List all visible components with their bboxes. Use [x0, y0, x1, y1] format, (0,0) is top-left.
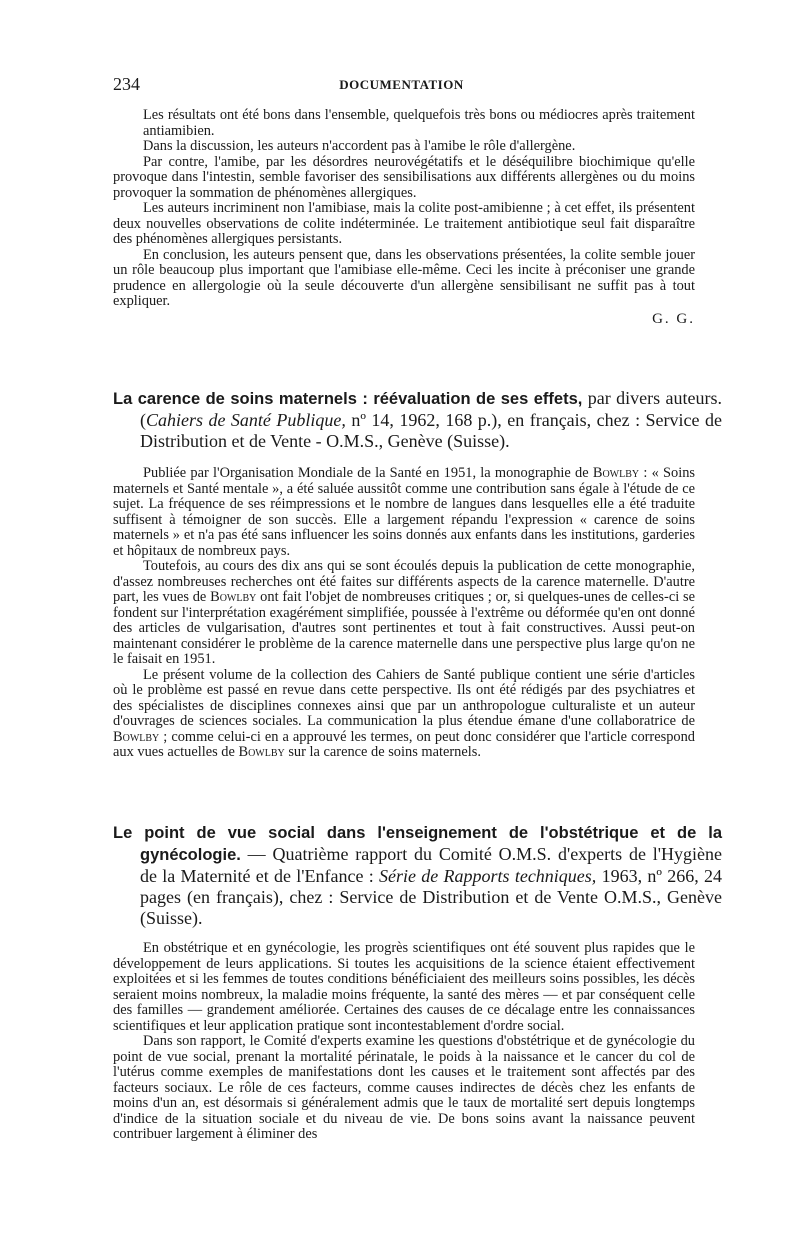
paragraph: En obstétrique et en gynécologie, les progrès scientifiques ont été souvent plus rapides que le développement de leurs applications. Si toutes les acquisitions de la science étaient effectivement exploitées et si les femmes de toutes conditions bénéficiaient des meilleurs soins possibles, les décès seraient moins nombreux, la maladie moins fréquente, la santé des mères — et par conséquent celle des familles — grandement améliorée. Certaines des causes de ce décalage entre les connaissances scientifiques et leur application pratique sont incontestablement d'ordre social. — [113, 940, 695, 1034]
entry-text: par divers auteurs. ( — [140, 388, 722, 430]
entry-title: La carence de soins maternels : réévaluation de ses effets, — [113, 390, 583, 408]
entry-text: nº 14, 1962, 168 p.), en français, chez : Service de Distribution et de Vente - O.M.S., Genève (Suisse). — [140, 410, 722, 451]
paragraph: Par contre, l'amibe, par les désordres neurovégétatifs et le déséquilibre biochimique qu'elle provoque dans l'intestin, semble favoriser des sensibilisations aux différents allergènes ou du moins provoquer la sommation de phénomènes allergiques. — [113, 153, 695, 201]
paragraph — [113, 466, 695, 559]
paragraph: Dans la discussion, les auteurs n'accordent pas à l'amibe le rôle d'allergène. — [143, 138, 576, 154]
paragraph: Les auteurs incriminent non l'amibiase, mais la colite post-amibienne ; à cet effet, ils présentent deux nouvelles observations de colite indéterminée. Le traitement antibiotique seul fait disparaître des phénomènes allergiques persistants. — [113, 200, 695, 247]
text: ont fait l'objet de nombreuses critiques ; or, si quelques-unes de celles-ci se fondent sur l'interprétation exagérément simplifiée, poussée à l'extrême ou déformée qu'en ont donné des articles de vulgarisation, d'autres sont pertinentes et tout à fait constructives. Aussi peut-on maintenant considérer le problème de la carence maternelle dans une perspective plus large qu'on ne le faisait en 1951. — [113, 589, 695, 667]
text: Publiée par l'Organisation Mondiale de la Santé en 1951, la monographie de — [143, 465, 593, 481]
entry-text: — Quatrième rapport du Comité O.M.S. d'experts de l'Hygiène de la Maternité et de l'Enfance : — [140, 844, 722, 886]
text: Toutefois, au cours des dix ans qui se sont écoulés depuis la publication de cette monographie, d'assez nombreuses recherches ont été faites sur différents aspects de la carence maternelle. D'autre part, les vues de — [113, 558, 695, 605]
paragraph — [113, 559, 695, 668]
entry-title: Le point de vue social dans l'enseignement de l'obstétrique et de la gynécologie. — [113, 824, 722, 864]
section-obstetrique-review — [113, 941, 695, 1143]
text: : « Soins maternels et Santé mentale », a été saluée aussitôt comme une contribution sans égale à l'étude de ce sujet. La fréquence de ses réimpressions et le nombre de langues dans lesquelles elle a été traduite suffisent à témoigner de son succès. Elle a largement répandu l'expression « carence de soins maternels » et n'a pas été sans influencer les soins donnés aux enfants dans les institutions, garderies et hôpitaux de nombreux pays. — [113, 465, 695, 559]
page-header — [113, 74, 690, 98]
review-entry-obstetrique — [113, 822, 722, 929]
author-name: Bowlby — [238, 744, 285, 760]
page-number: 234 — [113, 74, 140, 94]
paragraph: Les résultats ont été bons dans l'ensemble, quelquefois très bons ou médiocres après traitement antiamibien. — [143, 107, 695, 139]
running-head: DOCUMENTATION — [339, 77, 464, 92]
review-entry-carence — [113, 388, 722, 452]
entry-series: Cahiers de Santé Publique, — [146, 410, 346, 430]
paragraph — [113, 668, 695, 761]
section-carence-review — [113, 466, 695, 761]
signature: G. G. — [652, 310, 695, 327]
author-name: Bowlby — [592, 465, 640, 481]
section-amibiase — [113, 108, 695, 327]
author-name: Bowlby — [210, 589, 257, 605]
text: ; comme celui-ci en a approuvé les termes, on peut donc considérer que l'article correspond aux vues actuelles de — [113, 728, 695, 760]
text: Le présent volume de la collection des Cahiers de Santé publique contient une série d'articles où le problème est passé en revue dans cette perspective. Ils ont été rédigés par des psychiatres et des spécialistes de disciplines connexes ainsi que par un anthropologue culturaliste et un auteur d'ouvrages de sciences sociales. La communication la plus étendue émane d'une collaboratrice de — [113, 666, 695, 729]
entry-series: Série de Rapports techniques, — [379, 866, 597, 886]
text: sur la carence de soins maternels. — [284, 744, 481, 760]
author-name: Bowlby — [113, 728, 160, 745]
paragraph: En conclusion, les auteurs pensent que, dans les observations présentées, la colite semble jouer un rôle beaucoup plus important que l'amibiase elle-même. Ceci les incite à préconiser une grande prudence en allergologie où la seule découverte d'un allergène sensibilisant ne suffit pas à tout expliquer. — [113, 246, 695, 309]
entry-text: 1963, nº 266, 24 pages (en français), chez : Service de Distribution et de Vente O.M.S., Genève (Suisse). — [140, 866, 722, 928]
paragraph: Dans son rapport, le Comité d'experts examine les questions d'obstétrique et de gynécologie du point de vue social, prenant la mortalité périnatale, le poids à la naissance et le cancer du col de l'utérus comme exemples de manifestations dont les causes et le traitement sont affectés par des facteurs sociaux. Le rôle de ces facteurs, comme causes indirectes de décès chez les enfants de moins d'un an, est désormais si généralement admis que le taux de mortalité sert depuis longtemps d'indice de la situation sociale et du niveau de vie. De bons soins avant la naissance peuvent contribuer largement à éliminer des — [113, 1033, 695, 1142]
